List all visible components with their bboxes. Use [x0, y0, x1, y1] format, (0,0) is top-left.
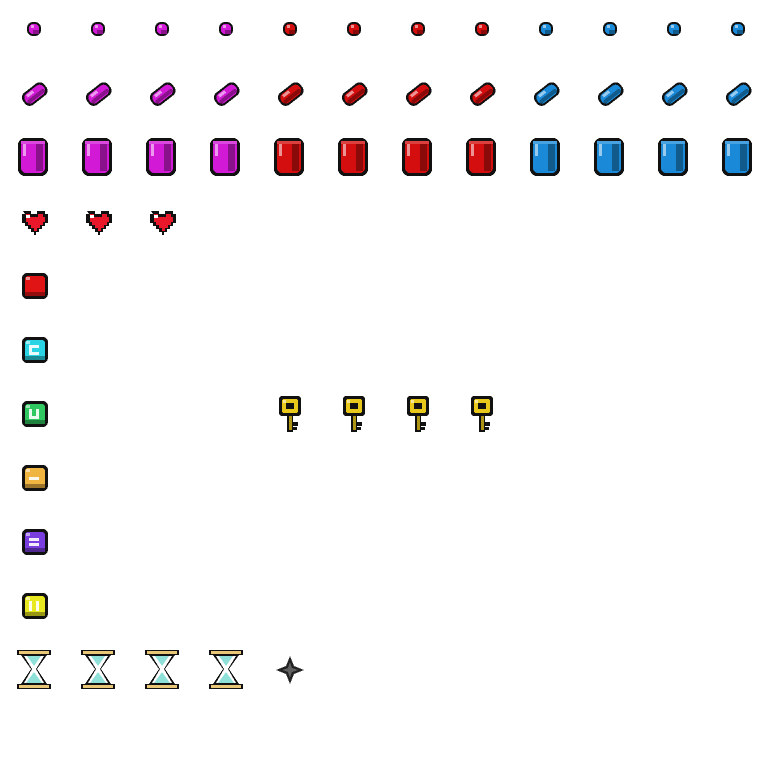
block-sprite	[2, 254, 66, 318]
gem-sprite	[258, 126, 322, 190]
key-sprite	[322, 382, 386, 446]
gem-sprite	[322, 126, 386, 190]
pill-sprite	[322, 62, 386, 126]
dot-sprite	[642, 0, 706, 62]
pill-sprite	[194, 62, 258, 126]
pill-sprite	[514, 62, 578, 126]
hourglass-sprite	[194, 638, 258, 702]
gem-sprite	[642, 126, 706, 190]
gem-sprite	[66, 126, 130, 190]
heart-sprite	[2, 190, 66, 254]
pill-sprite	[2, 62, 66, 126]
dot-sprite	[450, 0, 514, 62]
heart-sprite	[130, 190, 194, 254]
pill-sprite	[578, 62, 642, 126]
dot-sprite	[130, 0, 194, 62]
block-sprite	[2, 574, 66, 638]
gem-sprite	[2, 126, 66, 190]
pill-sprite	[706, 62, 768, 126]
gem-sprite	[194, 126, 258, 190]
pill-sprite	[642, 62, 706, 126]
pill-sprite	[130, 62, 194, 126]
block-sprite	[2, 382, 66, 446]
pill-sprite	[66, 62, 130, 126]
gem-sprite	[450, 126, 514, 190]
heart-sprite	[66, 190, 130, 254]
dot-sprite	[578, 0, 642, 62]
sparkle-sprite	[258, 638, 322, 702]
dot-sprite	[2, 0, 66, 62]
pill-sprite	[386, 62, 450, 126]
pill-sprite	[450, 62, 514, 126]
key-sprite	[450, 382, 514, 446]
key-sprite	[258, 382, 322, 446]
hourglass-sprite	[2, 638, 66, 702]
pill-sprite	[258, 62, 322, 126]
block-sprite	[2, 446, 66, 510]
gem-sprite	[706, 126, 768, 190]
dot-sprite	[66, 0, 130, 62]
dot-sprite	[322, 0, 386, 62]
dot-sprite	[258, 0, 322, 62]
gem-sprite	[578, 126, 642, 190]
hourglass-sprite	[66, 638, 130, 702]
dot-sprite	[194, 0, 258, 62]
dot-sprite	[706, 0, 768, 62]
key-sprite	[386, 382, 450, 446]
dot-sprite	[386, 0, 450, 62]
block-sprite	[2, 318, 66, 382]
dot-sprite	[514, 0, 578, 62]
block-sprite	[2, 510, 66, 574]
gem-sprite	[514, 126, 578, 190]
gem-sprite	[130, 126, 194, 190]
hourglass-sprite	[130, 638, 194, 702]
gem-sprite	[386, 126, 450, 190]
